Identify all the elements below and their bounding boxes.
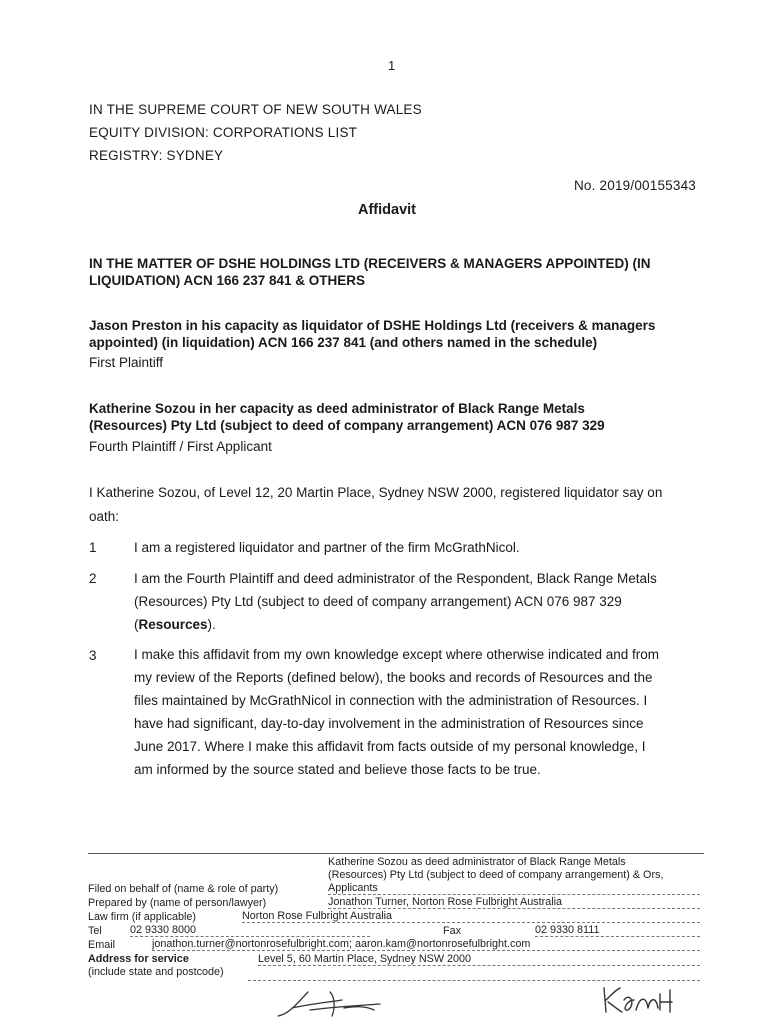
fax-value: 02 9330 8111 (535, 924, 700, 937)
paragraph-2-number: 2 (89, 571, 97, 586)
paragraph-3-line-3: files maintained by McGrathNicol in connection with the administration of Resources. I (134, 693, 648, 708)
filed-on-behalf-value-2: (Resources) Pty Ltd (subject to deed of company arrangement) & Ors, (328, 869, 664, 881)
address-note: (include state and postcode) (88, 966, 224, 978)
fourth-plaintiff-role: Fourth Plaintiff / First Applicant (89, 439, 272, 454)
signature-mark (270, 986, 390, 1022)
address-extra-line (248, 980, 700, 981)
first-plaintiff-role: First Plaintiff (89, 355, 164, 370)
paragraph-1-number: 1 (89, 540, 97, 555)
prepared-by-value: Jonathon Turner, Norton Rose Fulbright Australia (328, 896, 700, 909)
first-plaintiff-line-2: appointed) (in liquidation) ACN 166 237 841 (and others named in the schedule) (89, 335, 598, 350)
fax-label: Fax (443, 925, 461, 937)
paragraph-2-line-1: I am the Fourth Plaintiff and deed administrator of the Respondent, Black Range Metals (134, 571, 657, 586)
document-title: Affidavit (358, 202, 416, 218)
page-number: 1 (388, 58, 396, 73)
tel-label: Tel (88, 925, 102, 937)
paragraph-3-line-1: I make this affidavit from my own knowledge except where otherwise indicated and from (134, 647, 660, 662)
court-registry: REGISTRY: SYDNEY (89, 148, 224, 163)
fourth-plaintiff-line-2: (Resources) Pty Ltd (subject to deed of company arrangement) ACN 076 987 329 (89, 418, 605, 433)
first-plaintiff-line-1: Jason Preston in his capacity as liquidator of DSHE Holdings Ltd (receivers & managers (89, 318, 656, 333)
email-label: Email (88, 939, 115, 951)
filed-on-behalf-value-1: Katherine Sozou as deed administrator of Black Range Metals (328, 856, 626, 868)
paragraph-1-text: I am a registered liquidator and partner of the firm McGrathNicol. (134, 540, 520, 555)
paragraph-2-line-3: (Resources). (134, 617, 216, 632)
filed-on-behalf-label: Filed on behalf of (name & role of party) (88, 883, 279, 895)
paragraph-3-line-5: June 2017. Where I make this affidavit from facts outside of my personal knowledge, I (134, 739, 646, 754)
tel-value: 02 9330 8000 (130, 924, 370, 937)
defined-term-close: ). (207, 617, 216, 632)
defined-term-resources: Resources (138, 617, 208, 632)
paragraph-3-line-4: have had significant, day-to-day involvement in the administration of Resources since (134, 716, 644, 731)
law-firm-value: Norton Rose Fulbright Australia (242, 910, 700, 923)
prepared-by-label: Prepared by (name of person/lawyer) (88, 897, 267, 909)
filed-on-behalf-value-3: Applicants (328, 882, 700, 895)
matter-line-1: IN THE MATTER OF DSHE HOLDINGS LTD (RECEIVERS & MANAGERS APPOINTED) (IN (89, 256, 651, 271)
paragraph-2-line-2: (Resources) Pty Ltd (subject to deed of company arrangement) ACN 076 987 329 (134, 594, 622, 609)
footer-rule (88, 853, 704, 854)
fourth-plaintiff-line-1: Katherine Sozou in her capacity as deed administrator of Black Range Metals (89, 401, 585, 416)
address-label: Address for service (88, 953, 189, 965)
initials-mark (598, 982, 680, 1018)
paragraph-3-line-6: am informed by the source stated and believe those facts to be true. (134, 762, 541, 777)
paragraph-3-number: 3 (89, 648, 97, 663)
intro-line-1: I Katherine Sozou, of Level 12, 20 Martin Place, Sydney NSW 2000, registered liquidator say on (89, 485, 663, 500)
intro-line-2: oath: (89, 509, 120, 524)
matter-line-2: LIQUIDATION) ACN 166 237 841 & OTHERS (89, 273, 366, 288)
law-firm-label: Law firm (if applicable) (88, 911, 197, 923)
paragraph-3-line-2: my review of the Reports (defined below), the books and records of Resources and the (134, 670, 653, 685)
case-number: No. 2019/00155343 (573, 178, 696, 193)
email-value: jonathon.turner@nortonrosefulbright.com; aaron.kam@nortonrosefulbright.com (152, 938, 700, 951)
court-name: IN THE SUPREME COURT OF NEW SOUTH WALES (89, 102, 422, 117)
court-division: EQUITY DIVISION: CORPORATIONS LIST (89, 125, 358, 140)
address-value: Level 5, 60 Martin Place, Sydney NSW 2000 (258, 953, 700, 966)
